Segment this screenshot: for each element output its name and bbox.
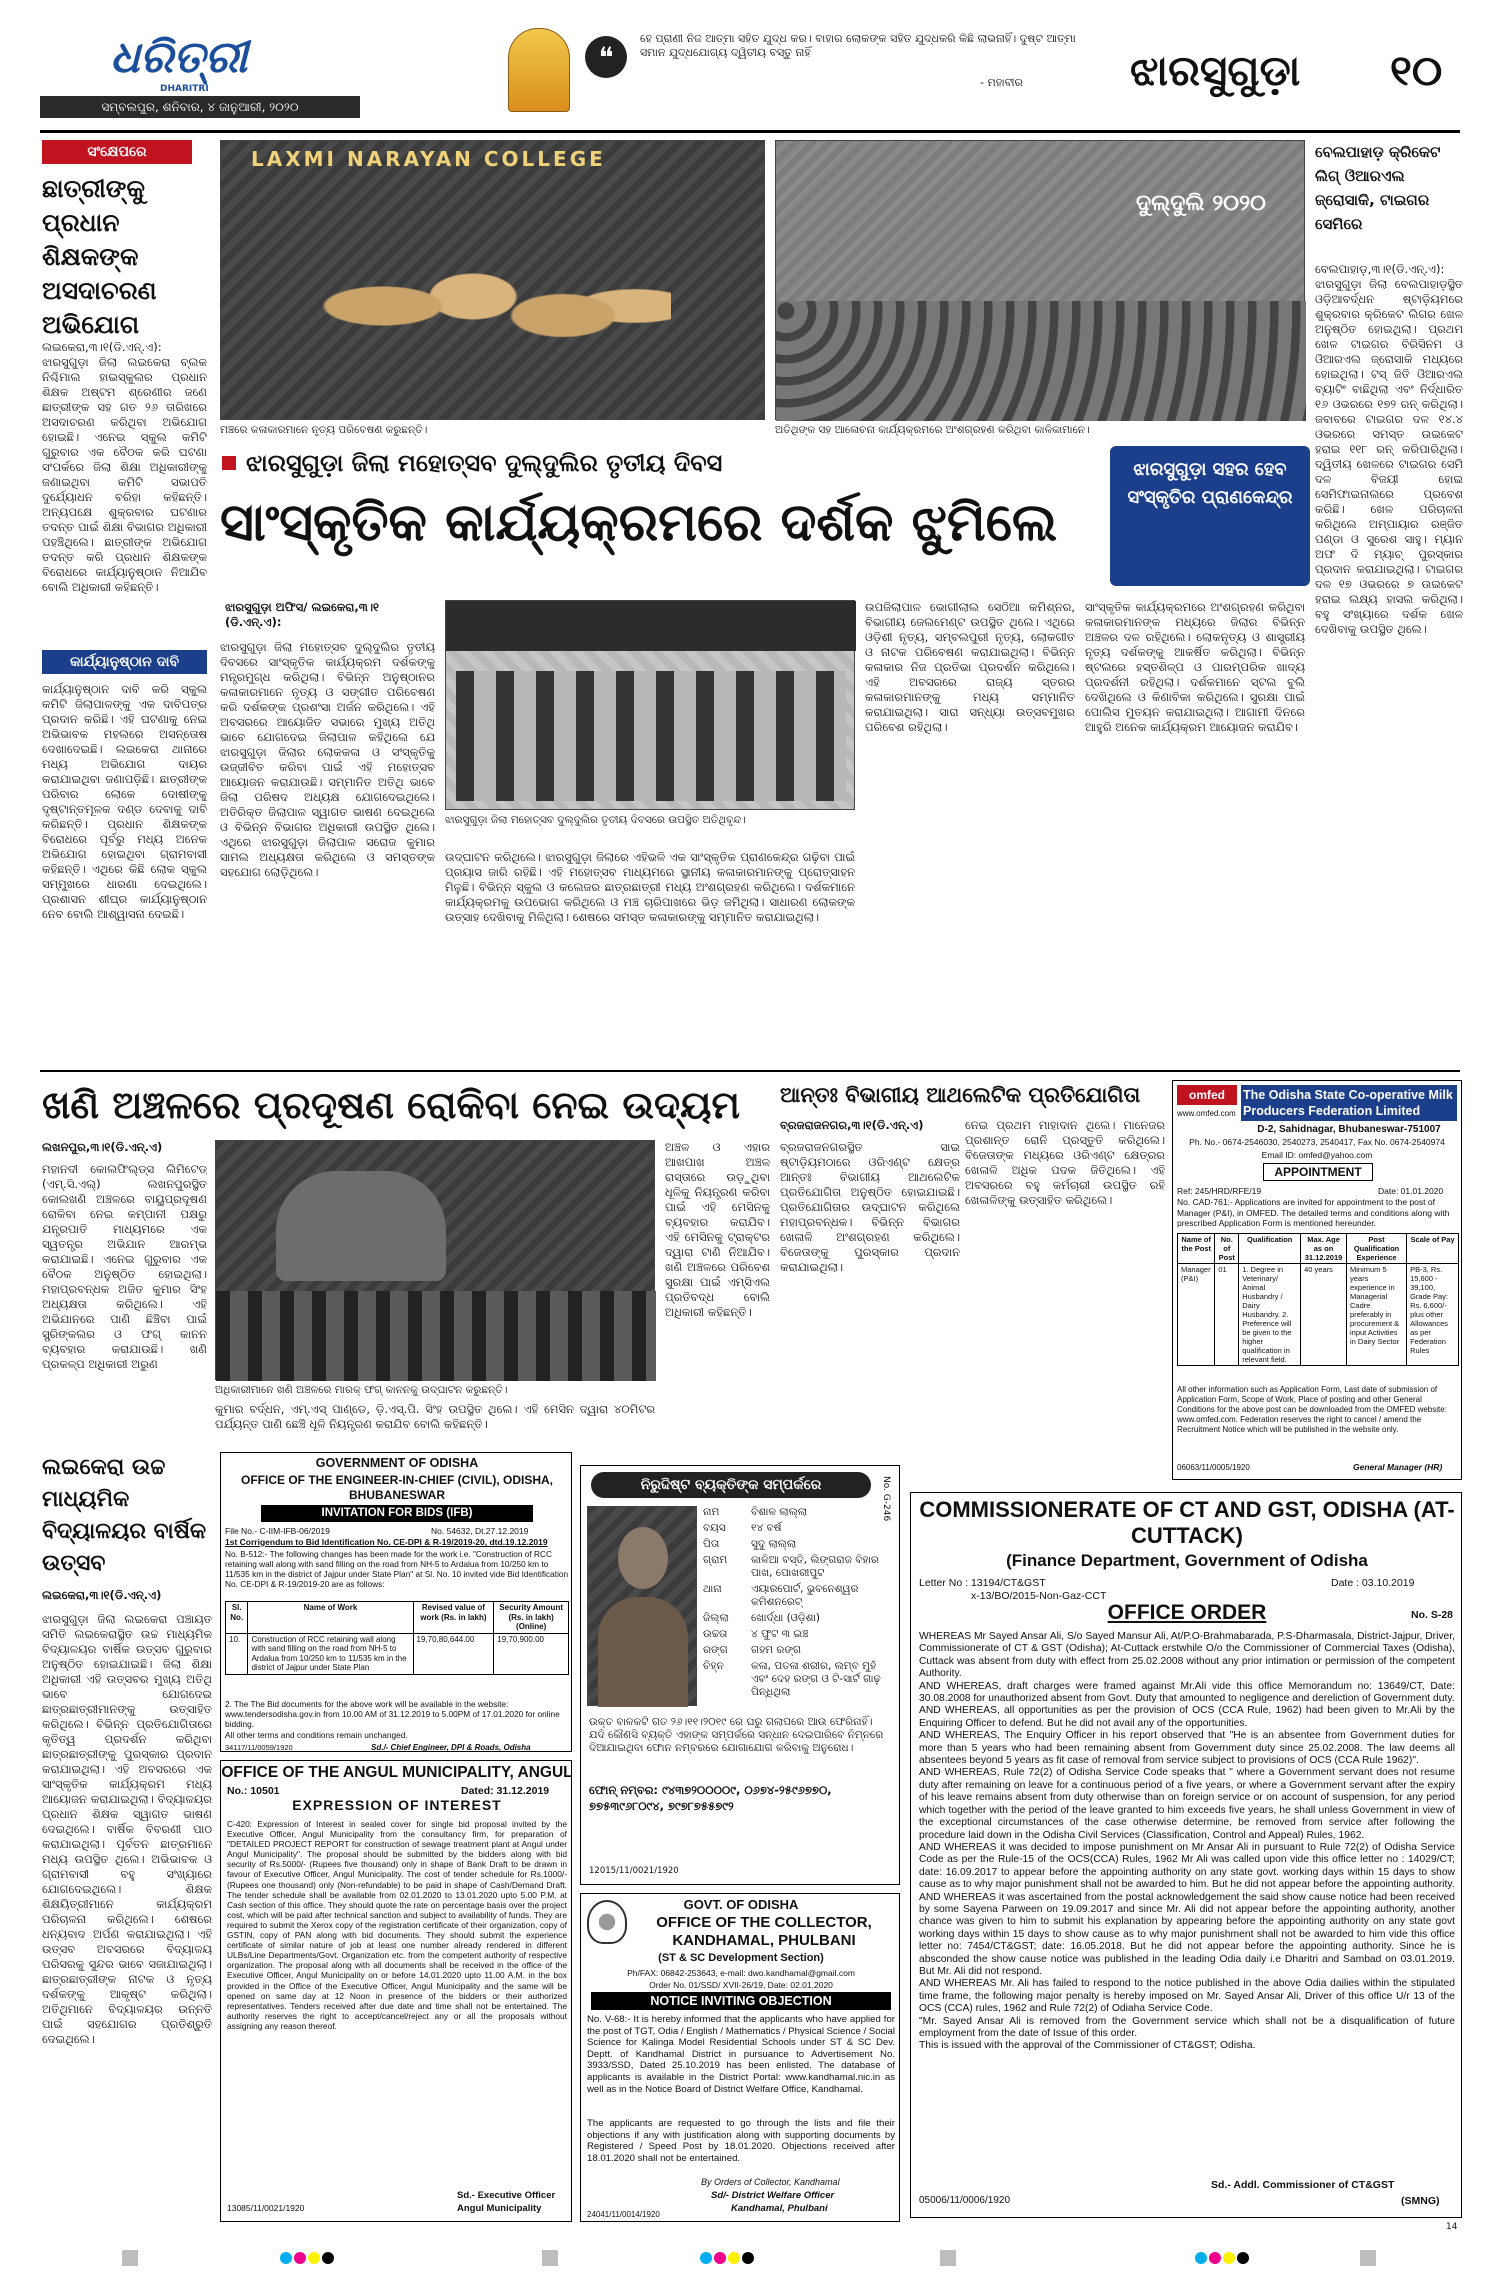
mining-photo [215, 1140, 655, 1380]
missing-field-value: ୧୪ ବର୍ଷ [751, 1522, 782, 1534]
magenta-mark [1209, 2252, 1221, 2264]
edition-name: ଝାରସୁଗୁଡ଼ା [1130, 46, 1301, 95]
cricket-headline: ବେଲପାହାଡ଼ କ୍ରିକେଟ ଲିଗ୍‌ ଓିଆରଏଲ ଜ୍ରୋସାକି, ଟାଇଗର ସେମିରେ [1315, 143, 1441, 233]
dateline [40, 96, 360, 118]
govt-ifb-code: 34117/11/0059/1920 [225, 1743, 293, 1752]
missing-note: ଉକ୍ତ ବାଳକଟି ଗତ ୨୬।୧୧।୨୦୧୯ ରେ ଘରୁ ଗଲାପରେ ଆଉ ଫେରିନାହିଁ। ଯଦି କୌଣସି ବ୍ୟକ୍ତି ଏହାଙ୍କ ସମ୍ପର୍କରେ ସନ୍ଧାନ ଦେଇପାରିବେ ନିମ୍ନରେ ଦିଆଯାଇଥିବା ଫୋନ ନମ୍ବରରେ ଯୋଗାଯୋଗ କରିବାକୁ ଅନୁରୋଧ। [589, 1716, 884, 1754]
body-shape [598, 1597, 688, 1707]
ct-para: AND WHEREAS it was decided to impose punishment on Mr Ansar Ali in pursuant to Rule 72(2) of Odisha Service Code as per the Rule-15 of the OCS(CCA) Rules, 1962 Mr Ali was called upon vide this office letter no : 14029/CT; date: 16.09.2017 to appear before the appointing authority on any state govt. working days within 15 days to show cause as to why major punishment shall not be awarded to him. But he did not appear before the appointing authority. [919, 1841, 1455, 1891]
govt-ifb-band-text: INVITATION FOR BIDS (IFB) [321, 1507, 473, 1519]
govt-ifb-no: No. 54632, Dt.27.12.2019 [431, 1526, 529, 1536]
face-shape [618, 1527, 668, 1589]
angul-title: OFFICE OF THE ANGUL MUNICIPALITY, ANGUL [221, 1764, 573, 1781]
kandhamal-contact: Ph/FAX: 06842-253643, e-mail: dwo.kandhamal@gmail.com [627, 1968, 855, 1978]
kandhamal-band [591, 1992, 891, 2010]
ct-para: This is issued with the approval of the Commissioner of CT&GST; Odisha. [919, 2040, 1256, 2052]
govt-ifb-file: File No.- C-IIM-IFB-06/2019 [225, 1526, 330, 1536]
omfed-ad [1172, 1080, 1462, 1480]
missing-field-key: ଚିହ୍ନ [703, 1660, 724, 1672]
ct-para: AND WHEREAS, all opportunities as per the provision of OCS (CCA Rule, 1962) had been given to Mr.Ali by the Enquiring Officer to defend. But he did not avail any of the opportunities. [919, 1705, 1455, 1729]
black-mark [742, 2252, 754, 2264]
missing-tag-text: ନିରୁଦ୍ଦିଷ୍ଟ ବ୍ୟକ୍ତିଙ୍କ ସମ୍ପର୍କରେ [640, 1477, 822, 1493]
missing-field-value: ୪ ଫୁଟ ୩ ଇଞ୍ଚ [751, 1628, 809, 1640]
angul-eoi-ad [220, 1760, 572, 2222]
mining-col2: କୁମାର ବର୍ଦ୍ଧନ, ଏମ୍‌.ଏସ୍‌ ପାଣ୍ଡେ, ଡ଼ି.ଏସ୍‌.ପି. ସିଂହ ଉପସ୍ଥିତ ଥିଲେ। ଏହି ମେସିନ ଦ୍ୱାରା ୪୦ମିଟର ପର୍ଯ୍ୟନ୍ତ ପାଣି ଛେଞ୍ଚି ଧୂଳି ନିୟନ୍ତ୍ରଣ କରାଯିବ ବୋଲି କହିଛନ୍ତି। [215, 1402, 655, 1431]
lead-kicker: ଝାରସୁଗୁଡ଼ା ଜିଲା ମହୋତ୍ସବ ଦୁଲ୍‌ଦୁଲିର ତୃତୀୟ ଦିବସ [246, 449, 723, 477]
omfed-address: D-2, Sahidnagar, Bhubaneswar-751007 [1257, 1124, 1441, 1135]
omfed-td: 40 years [1301, 1264, 1347, 1366]
quote-author: - ମହାବୀର [980, 76, 1023, 89]
govt-ifb-org1: GOVERNMENT OF ODISHA [315, 1456, 479, 1470]
mining-photo-caption: ଅଧିକାରୀମାନେ ଖଣି ଅଞ୍ଚଳରେ ମାରକ୍ ଫଗ୍ କାନନକୁ ଉଦ୍‌ଘାଟନ କରୁଛନ୍ତି। [215, 1384, 508, 1396]
omfed-td: Minimum 5 years experience in Managerial Cadre preferably in procurement & input Activities in Dairy Sector [1347, 1264, 1407, 1366]
kandhamal-ad [580, 1893, 900, 2222]
omfed-footer: All other information such as Application Form, Last date of submission of Application Form, Scope of Work, Place of posting and other General Conditions for the above post can be downloaded from the OMFED website: www.omfed.com. Federation reserves the right to cancel / amend the Recruitment Notice which will be published in the website only. [1177, 1385, 1447, 1434]
athletics-headline: ଆନ୍ତଃ ବିଭାଗୀୟ ଆଥଲେଟିକ ପ୍ରତିଯୋଗିତା [780, 1083, 1141, 1107]
mining-byline: ଲଖନପୁର,୩।୧(ଡି.ଏନ୍‌.ଏ) [42, 1140, 163, 1154]
missing-field-row [703, 1644, 893, 1657]
missing-field-row [703, 1554, 893, 1580]
audience-photo [775, 140, 1305, 420]
missing-field-value: ଗହମ ରଙ୍ଗ [751, 1644, 802, 1656]
omfed-date: Date: 01.01.2020 [1378, 1186, 1444, 1196]
athletics-col1: ବ୍ରଜରାଜନଗରସ୍ଥିତ ସାଇ ଷ୍ଟାଡ଼ିୟମଠାରେ ଓରିଏଣ୍ଟ କ୍ଷେତ୍ର ଆନ୍ତଃ ବିଭାଗୀୟ ଆଥଲେଟିକ ପ୍ରତିଯୋଗିତା ଅନୁଷ୍ଠିତ ହୋଇଯାଇଛି। ପ୍ରତିଯୋଗିତାର ଉଦ୍‌ଘାଟନ କରିଥିଲେ ମହାପ୍ରବନ୍ଧକ। ବିଭିନ୍ନ ବିଭାଗର ଖେଳାଳି ଅଂଶଗ୍ରହଣ କରିଥିଲେ। ବିଜେତାଙ୍କୁ ପୁରସ୍କାର ପ୍ରଦାନ କରାଯାଇଥିଲା। [780, 1140, 960, 1274]
kandhamal-sign2: Kandhamal, Phulbani [731, 2203, 828, 2214]
cyan-mark [700, 2252, 712, 2264]
quote-text: ହେ ପ୍ରାଣୀ ନିଜ ଆତ୍ମା ସହିତ ଯୁଦ୍ଧ କର। ବାହାର ଲୋକଙ୍କ ସହିତ ଯୁଦ୍ଧକରି କିଛି ଲାଭନାହିଁ। ଦୁଷ୍ଟ ଆତ୍ମା ସମାନ ଯୁଦ୍ଧଯୋଗ୍ୟ ଦ୍ୱିତୀୟ ବସ୍ତୁ ନାହିଁ [640, 32, 1076, 59]
quote-icon: ❝ [585, 36, 627, 78]
lead-col4: ସାଂସ୍କୃତିକ କାର୍ଯ୍ୟକ୍ରମରେ ଅଂଶଗ୍ରହଣ କରିଥିବା କଳାକାରମାନଙ୍କ ମଧ୍ୟରେ ଜିଲାର ବିଭିନ୍ନ ଅଞ୍ଚଳର ଦଳ ରହିଥିଲେ। ଲୋକନୃତ୍ୟ ଓ ଶାସ୍ତ୍ରୀୟ ନୃତ୍ୟ ଦର୍ଶକଙ୍କୁ ଆକର୍ଷିତ କରିଥିଲା। ବିଭିନ୍ନ ଷ୍ଟଲରେ ହସ୍ତଶିଳ୍ପ ଓ ପାରମ୍ପରିକ ଖାଦ୍ୟ ପ୍ରଦର୍ଶନୀ ରହିଥିଲା। ଦର୍ଶକମାନେ ସ୍ଟଲ ବୁଲି ଦେଖିଥିଲେ ଓ କିଣାବିକା କରିଥିଲେ। ସୁରକ୍ଷା ପାଇଁ ପୋଲିସ ମୁତୟନ କରାଯାଇଥିଲା। ଆଗାମୀ ଦିନରେ ଆହୁରି ଅନେକ କାର୍ଯ୍ୟକ୍ରମ ଆୟୋଜନ କରାଯିବ। [1085, 600, 1305, 734]
omfed-th: Scale of Pay [1407, 1234, 1459, 1264]
omfed-td: 01 [1215, 1264, 1239, 1366]
ct-heading: OFFICE ORDER [1107, 1601, 1267, 1624]
omfed-title [1263, 1163, 1373, 1181]
lead-col1: ଝାରସୁଗୁଡ଼ା ଜିଲା ମହୋତ୍ସବ ଦୁଲ୍‌ଦୁଲିର ତୃତୀୟ ଦିବସରେ ସାଂସ୍କୃତିକ କାର୍ଯ୍ୟକ୍ରମ ଦର୍ଶକଙ୍କୁ ମନ୍ତ୍ରମୁଗ୍ଧ କରିଥିଲା। ବିଭିନ୍ନ ଅନୁଷ୍ଠାନର କଳାକାରମାନେ ନୃତ୍ୟ ଓ ସଙ୍ଗୀତ ପରିବେଷଣ କରି ଦର୍ଶକଙ୍କ ପ୍ରଶଂସା ଅର୍ଜନ କରିଥିଲେ। ଏହି ଅବସରରେ ଆୟୋଜିତ ସଭାରେ ମୁଖ୍ୟ ଅତିଥି ଭାବେ ଯୋଗଦେଇ ଜିଲାପାଳ କହିଥିଲେ ଯେ ଝାରସୁଗୁଡ଼ା ଜିଲାର ଲୋକକଳା ଓ ସଂସ୍କୃତିକୁ ଉଜ୍ଜୀବିତ କରିବା ପାଇଁ ଏହି ମହୋତ୍ସବ ଆୟୋଜନ କରାଯାଉଛି। ସମ୍ମାନିତ ଅତିଥି ଭାବେ ଜିଲା ପରିଷଦ ଅଧ୍ୟକ୍ଷ ଯୋଗଦେଇଥିଲେ। ଅତିରିକ୍ତ ଜିଲାପାଳ ସ୍ୱାଗତ ଭାଷଣ ଦେଇଥିଲେ ଓ ବିଭିନ୍ନ ବିଭାଗର ଅଧିକାରୀ ଉପସ୍ଥିତ ଥିଲେ। ଏଥିରେ ଝାରସୁଗୁଡ଼ା ଜିଲାପାଳ ସରୋଜ କୁମାର ସାମଲ ଅଧ୍ୟକ୍ଷତା କରିଥିଲେ ଓ ସମସ୍ତଙ୍କ ସହଯୋଗ ଲୋଡ଼ିଥିଲେ। [220, 640, 435, 879]
mining-headline: ଖଣି ଅଞ୍ଚଳରେ ପ୍ରଦୂଷଣ ରୋକିବା ନେଇ ଉଦ୍ୟମ [42, 1083, 740, 1127]
ct-no: No. S-28 [1411, 1609, 1454, 1621]
govt-ifb-td: 19,70,80,644.00 [413, 1633, 494, 1674]
missing-field-value: ସୁଦୁ ଲାଲ୍ଲା [751, 1538, 797, 1550]
missing-field-row [703, 1506, 893, 1519]
omfed-table [1177, 1233, 1459, 1366]
color-marks [700, 2252, 754, 2264]
omfed-th: Post Qualification Experience [1347, 1234, 1407, 1264]
govt-ifb-band [261, 1505, 533, 1522]
machine-shape [276, 1171, 446, 1281]
missing-field-key: ଉଚ୍ଚତା [703, 1628, 728, 1640]
lead-col3: ଉପଜିଲାପାଳ ଭୋଗୀଲାଲ ସେଠିଆ କମିଶ୍ନର, ବିଭାଗୀୟ ଜେଲମେଣ୍ଟ ଉପସ୍ଥିତ ଥିଲେ। ଏଥିରେ ଓଡ଼ିଶୀ ନୃତ୍ୟ, ସମ୍ବଲପୁରୀ ନୃତ୍ୟ, ଲୋକଗୀତ ଓ ନାଟକ ପରିବେଷଣ କରାଯାଇଥିଲା। ବିଭିନ୍ନ କଳାକାର ନିଜ ପ୍ରତିଭା ପ୍ରଦର୍ଶନ କରିଥିଲେ। ଏହି ଅବସରରେ ରାଜ୍ୟ ସ୍ତରର କଳାକାରମାନଙ୍କୁ ମଧ୍ୟ ସମ୍ମାନିତ କରାଯାଇଥିଲା। ସାରା ସନ୍ଧ୍ୟା ଉତ୍ସବମୁଖର ପରିବେଶ ରହିଥିଲା। [865, 600, 1075, 734]
omfed-header [1241, 1085, 1457, 1121]
missing-field-row [703, 1612, 893, 1625]
omfed-email: Email ID: omfed@yahoo.com [1261, 1150, 1373, 1160]
govt-ifb-sign: Sd./- Chief Engineer, DPI & Roads, Odisha [371, 1743, 531, 1752]
omfed-org: The Odisha State Co-operative Milk Producers Federation Limited [1243, 1088, 1453, 1118]
ct-body [919, 1631, 1455, 2053]
kandhamal-by: By Orders of Collector, Kandhamal [701, 2177, 840, 2187]
ct-para: AND WHEREAS, draft charges were framed against Mr.Ali vide this office Memorandum no: 13649/CT, Date: 30.08.2008 for unauthorized absent from Govt. Duty that amounted to negligence and dereliction of Government duty. [919, 1680, 1455, 1705]
missing-field-key: ନାମ [703, 1506, 720, 1518]
omfed-logo [1177, 1085, 1237, 1105]
registration-block [122, 2250, 138, 2266]
kandhamal-section: (ST & SC Development Section) [658, 1952, 824, 1964]
lead-badge-text: ଝାରସୁଗୁଡ଼ା ସହର ହେବ ସଂସ୍କୃତିର ପ୍ରାଣକେନ୍ଦ୍ର [1127, 459, 1293, 508]
registration-block [940, 2250, 956, 2266]
dateline-text: ସମ୍ବଲପୁର, ଶନିବାର, ୪ ଜାନୁଆରୀ, ୨୦୨୦ [101, 100, 299, 114]
omfed-th: Name of the Post [1178, 1234, 1215, 1264]
laikera-headline: ଲଇକେରା ଉଚ୍ଚ ମାଧ୍ୟମିକ ବିଦ୍ୟାଳୟର ବାର୍ଷିକ ଉତ୍ସବ [42, 1455, 207, 1576]
missing-field-key: ଗ୍ରାମ [703, 1554, 728, 1566]
kandhamal-body: No. V-68:- It is hereby informed that the applicants who have applied for the post of TGT, Odia / English / Mathematics / Physical Science / Social Science for Kalinga Model Residential Schools under ST & SC Dev. Deptt. of Kandhamal District in pursuance to Advertisement No. 3933/SSD, Dated 25.10.2019 has been enlisted. The database of applicants is available in the District Portal: www.kandhamal.nic.in as well as in the Notice Board of District Welfare Office, Kandhamal. [587, 2014, 895, 2095]
kandhamal-gov: GOVT. OF ODISHA [683, 1897, 799, 1912]
angul-no: No.: 10501 [227, 1785, 280, 1797]
missing-field-row [703, 1522, 893, 1535]
kandhamal-band-text: NOTICE INVITING OBJECTION [650, 1994, 832, 2008]
angul-code: 13085/11/0021/1920 [227, 2203, 305, 2213]
missing-field-value: ଏୟାରପୋର୍ଟ, ଭୁବନେଶ୍ୱର କମିଶନରେଟ୍‌ [751, 1583, 859, 1608]
action-body: କାର୍ଯ୍ୟାନୁଷ୍ଠାନ ଦାବି କରି ସ୍କୁଲ କମିଟି ଜିଲାପାଳଙ୍କୁ ଏକ ଦାବିପତ୍ର ପ୍ରଦାନ କରିଛି। ଏହି ଘଟଣାକୁ ନେଇ ଅଭିଭାବକ ମହଲରେ ଅସନ୍ତୋଷ ଦେଖାଦେଇଛି। ଲଇକେରା ଥାନାରେ ମଧ୍ୟ ଅଭିଯୋଗ ଦାୟର କରାଯାଇଥିବା ଜଣାପଡ଼ିଛି। ଛାତ୍ରୀଙ୍କ ପରିବାର ଲୋକେ ଦୋଷୀଙ୍କୁ ଦୃଷ୍ଟାନ୍ତମୂଳକ ଦଣ୍ଡ ଦେବାକୁ ଦାବି କରିଛନ୍ତି। ପ୍ରଧାନ ଶିକ୍ଷକଙ୍କ ବିରୋଧରେ ପୂର୍ବରୁ ମଧ୍ୟ ଅନେକ ଅଭିଯୋଗ ହୋଇଥିବା ଗ୍ରାମବାସୀ କହିଛନ୍ତି। ଏଥିରେ କିଛି ଲୋକ ସ୍କୁଲ ସମ୍ମୁଖରେ ଧାରଣା ଦେଇଥିଲେ। ପ୍ରଶାସନ ଶୀଘ୍ର କାର୍ଯ୍ୟାନୁଷ୍ଠାନ ନେବ ବୋଲି ଆଶ୍ୱାସନା ଦେଇଛି। [42, 682, 207, 921]
print-marks-row [0, 2246, 1500, 2276]
red-bullet-icon [222, 456, 236, 470]
omfed-logo-text: omfed [1189, 1088, 1225, 1102]
omfed-th: Max. Age as on 31.12.2019 [1301, 1234, 1347, 1264]
cricket-body: ବେଲପାହାଡ଼,୩।୧(ଡି.ଏନ୍‌.ଏ): ଝାରସୁଗୁଡ଼ା ଜିଲା ବେଲପାହାଡ଼ସ୍ଥିତ ଓଡ଼ିଆବର୍ଦ୍ଧନ ଷ୍ଟାଡ଼ିୟମରେ ଶୁକ୍ରବାର କ୍ରିକେଟ ଲିଗର ଖେଳ ଅନୁଷ୍ଠିତ ହୋଇଥିଲା। ପ୍ରଥମ ଖେଳ ଟାଇଗର ବିରିସିନମ ଓ ଓିଆରଏଲ ଜ୍ରୋସାକି ମଧ୍ୟରେ ହୋଇଥିଲା। ଟସ୍‌ ଜିତି ଓିଆରଏଲ ବ୍ୟାଟିଂ ବାଛିଥିଲା ଏବଂ ନିର୍ଦ୍ଧାରିତ ୧୬ ଓଭରରେ ୧୭୨ ରନ୍‌ କରିଥିଲା। ଜବାବରେ ଟାଇଗର ଦଳ ୧୪.୪ ଓଭରରେ ସମସ୍ତ ଉଇକେଟ ହରାଇ ୧୧୮ ରନ୍‌ କରିପାରିଥିଲା। ଦ୍ୱିତୀୟ ଖେଳରେ ଟାଇଗର ସେମି ଦଳ ବିଜୟୀ ହୋଇ ସେମିଫାଇନାଲରେ ପ୍ରବେଶ କରିଛି। ଖେଳ ପରିଚାଳନା କରିଥିଲେ ଅମ୍ପାୟାର ରଞ୍ଜିତ ପଣ୍ଡା ଓ ସୁରେଶ ସାହୁ। ମ୍ୟାନ ଅଫ ଦି ମ୍ୟାଚ୍‌ ପୁରସ୍କାର ପ୍ରଦାନ କରାଯାଇଥିଲା। ଟାଇଗର ଦଳ ୧୭ ଓଭରରେ ୭ ଉଇକେଟ ହରାଇ ଲକ୍ଷ୍ୟ ହାସଲ କରିଥିଲା। ବହୁ ସଂଖ୍ୟାରେ ଦର୍ଶକ ଖେଳ ଦେଖିବାକୁ ଉପସ୍ଥିତ ଥିଲେ। [1315, 262, 1463, 636]
ct-sign: Sd.- Addl. Commissioner of CT&GST [1211, 2179, 1395, 2191]
lead-headline: ସାଂସ୍କୃତିକ କାର୍ଯ୍ୟକ୍ରମରେ ଦର୍ଶକ ଝୁମିଲେ [220, 493, 1058, 553]
govt-ifb-table [225, 1601, 569, 1675]
masthead [40, 28, 1460, 128]
ct-letter: Letter No : 13194/CT&GST [919, 1577, 1046, 1589]
mining-col1: ମହାନଦୀ କୋଲଫିଲ୍ଡ୍‌ସ ଲିମିଟେଡ୍‌ (ଏମ୍‌.ସି.ଏଲ୍‌) ଲଖନପୁରସ୍ଥିତ କୋଲଖଣି ଅଞ୍ଚଳରେ ବାୟୁପ୍ରଦୂଷଣ ରୋକିବା ନେଇ କମ୍ପାନୀ ପକ୍ଷରୁ ଯନ୍ତ୍ରପାତି ମାଧ୍ୟମରେ ଏକ ସ୍ୱତନ୍ତ୍ର ଅଭିଯାନ ଆରମ୍ଭ କରାଯାଇଛି। ଏନେଇ ଗୁରୁବାର ଏକ ବୈଠକ ଅନୁଷ୍ଠିତ ହୋଇଥିଲା। ମହାପ୍ରବନ୍ଧକ ଅଜିତ କୁମାର ସିଂହ ଅଧ୍ୟକ୍ଷତା କରିଥିଲେ। ଏହି ଅଭିଯାନରେ ପାଣି ଛିଞ୍ଚିବା ପାଇଁ ସ୍ପ୍ରିଙ୍କଲର ଓ ଫଗ୍‌ କାନନ ବ୍ୟବହାର କରାଯାଉଛି। ଖଣି ପ୍ରକଳ୍ପ ଅଧିକାରୀ ଅରୁଣ [42, 1162, 207, 1371]
ct-para: AND WHEREAS it was ascertained from the postal acknowledgement the said show cause notice had been received by some Sayena Parween on 19.09.2017 and since Mr. Ali did not appear before the appointing authority, another chance was given to him to submit his explanation by appearing before the appointing authority on any state govt working days within 15 days to show cause as to why major punishment shall not be awarded to him vide this office letter no: 7454/CT&GST; date: 16.05.2018. But he did not appear before the appointing authority. Since he is absconded the show cause notice was published in the leading Odia daily i.e Dharitri and Sambad on 03.01.2019. But Mr. Ali did not respond. [919, 1891, 1455, 1977]
omfed-td: Manager (P&I) [1178, 1264, 1215, 1366]
govt-ifb-td: 10. [226, 1633, 248, 1674]
missing-field-key: ଜିଲ୍ଲା [703, 1612, 729, 1624]
dance-photo-caption: ମଞ୍ଚରେ କଳାକାରମାନେ ନୃତ୍ୟ ପରିବେଷଣ କରୁଛନ୍ତି। [220, 424, 428, 436]
govt-ifb-th: Name of Work [248, 1602, 413, 1634]
black-mark [1237, 2252, 1249, 2264]
yellow-mark [308, 2252, 320, 2264]
color-marks [1195, 2252, 1249, 2264]
crowd-shapes [776, 301, 1306, 421]
govt-ifb-th: Revised value of work (Rs. in lakh) [413, 1602, 494, 1634]
omfed-sign: General Manager (HR) [1353, 1462, 1443, 1472]
ct-para: AND WHEREAS Mr. Ali has failed to respond to the notice published in the above Odia dailies within the stipulated time frame, the following major penalty is hereby imposed on Mr. Sayed Ansar Ali, Driver of this office U/r 13 of the OCS (CCA) rules, 1962 and Rule 72(2) of Odiaha Service Code. [919, 1978, 1455, 2015]
govt-ifb-th: Sl. No. [226, 1602, 248, 1634]
missing-code: 12015/11/0021/1920 [589, 1866, 679, 1876]
brief-tag-text: ସଂକ୍ଷେପରେ [87, 144, 147, 160]
govt-ifb-td: Construction of RCC retaining wall along with sand filling on the road from NH-5 to Ardalua from 10/250 km to 11/535 km in the district of Jajpur under State Plan [248, 1633, 413, 1674]
omfed-contact: Ph. No.- 0674-2546030, 2540273, 2540417, Fax No. 0674-2540974 [1189, 1137, 1445, 1147]
cyan-mark [280, 2252, 292, 2264]
lead-byline: ଝାରସୁଗୁଡ଼ା ଅଫିସ/ ଲଇକେରା,୩।୧ (ଡି.ଏନ୍‌.ଏ): [225, 600, 379, 629]
omfed-code: 06063/11/0005/1920 [1177, 1463, 1250, 1472]
ct-para: WHEREAS Mr Sayed Ansar Ali, S/o Sayed Mansur Ali, At/P.O-Brahmabarada, P.S-Dharmasala, District-Jajpur, Driver, Commissionerate of CT & GST (Odisha); At-Cuttack erstwhile O/o the Commissioner of Commercial Taxes (Odisha), Cuttack was absent from duty with effect from 25.02.2008 without any prior intimation or permission of the competent Authority. [919, 1631, 1455, 1680]
omfed-td: PB-3, Rs. 15,600 - 39,100, Grade Pay: Rs. 6,600/- plus other Allowances as per Federation Rules [1407, 1264, 1459, 1366]
govt-ifb-corr: 1st Corrigendum to Bid Identification No. CE-DPI & R-19/2019-20, dtd.19.12.2019 [225, 1537, 548, 1547]
color-marks [280, 2252, 334, 2264]
laikera-body: ଝାରସୁଗୁଡ଼ା ଜିଲା ଲଇକେରା ପଞ୍ଚାୟତ ସମିତି ଲଇକେରାସ୍ଥିତ ଉଚ୍ଚ ମାଧ୍ୟମିକ ବିଦ୍ୟାଳୟର ବାର୍ଷିକ ଉତ୍ସବ ଗୁରୁବାର ଅନୁଷ୍ଠିତ ହୋଇଯାଇଛି। ଜିଲା ଶିକ୍ଷା ଅଧିକାରୀ ଏହି ଉତ୍ସବର ମୁଖ୍ୟ ଅତିଥି ଭାବେ ଯୋଗଦେଇ ଛାତ୍ରଛାତ୍ରୀମାନଙ୍କୁ ଉତ୍ସାହିତ କରିଥିଲେ। ବିଭିନ୍ନ ପ୍ରତିଯୋଗିତାରେ କୃତିତ୍ୱ ପ୍ରଦର୍ଶନ କରିଥିବା ଛାତ୍ରଛାତ୍ରୀଙ୍କୁ ପୁରସ୍କାର ପ୍ରଦାନ କରାଯାଇଥିଲା। ଏହି ଅବସରରେ ଏକ ସାଂସ୍କୃତିକ କାର୍ଯ୍ୟକ୍ରମ ମଧ୍ୟ ଆୟୋଜନ କରାଯାଇଥିଲା। ବିଦ୍ୟାଳୟର ପ୍ରଧାନ ଶିକ୍ଷକ ସ୍ୱାଗତ ଭାଷଣ ଦେଇଥିଲେ। ବାର୍ଷିକ ବିବରଣୀ ପାଠ କରାଯାଇଥିଲା। ପୂର୍ବତନ ଛାତ୍ରମାନେ ମଧ୍ୟ ଉପସ୍ଥିତ ଥିଲେ। ଅଭିଭାବକ ଓ ଗ୍ରାମବାସୀ ବହୁ ସଂଖ୍ୟାରେ ଯୋଗଦେଇଥିଲେ। ଶିକ୍ଷକ ଶିକ୍ଷୟିତ୍ରୀମାନେ କାର୍ଯ୍ୟକ୍ରମ ପରିଚାଳନା କରିଥିଲେ। ଶେଷରେ ଧନ୍ୟବାଦ ଅର୍ପଣ କରାଯାଇଥିଲା। ଏହି ଉତ୍ସବ ଅବସରରେ ବିଦ୍ୟାଳୟ ପରିସରକୁ ସୁନ୍ଦର ଭାବେ ସଜାଯାଇଥିଲା। ଛାତ୍ରଛାତ୍ରୀଙ୍କ ନାଟକ ଓ ନୃତ୍ୟ ଦର୍ଶକଙ୍କୁ ଆକୃଷ୍ଟ କରିଥିଲା। ଅତିଥିମାନେ ବିଦ୍ୟାଳୟର ଉନ୍ନତି ପାଇଁ ସହଯୋଗର ପ୍ରତିଶ୍ରୁତି ଦେଇଥିଲେ। [42, 1612, 212, 2046]
kandhamal-code: 24041/11/0014/1920 [587, 2210, 660, 2219]
action-tag-text: କାର୍ଯ୍ୟାନୁଷ୍ଠାନ ଦାବି [70, 654, 179, 670]
govt-ifb-org2: OFFICE OF THE ENGINEER-IN-CHIEF (CIVIL), ODISHA, BHUBANESWAR [241, 1473, 553, 1502]
page-number: ୧୦ [1390, 46, 1443, 95]
missing-side-code: No. G-246 [881, 1476, 891, 1522]
brief-tag [42, 140, 192, 164]
omfed-th: No. of Post [1215, 1234, 1239, 1264]
ct-order [910, 1492, 1462, 2218]
stage-photo [445, 600, 855, 810]
masthead-rule [40, 130, 1460, 133]
missing-field-key: ରଙ୍ଗ [703, 1644, 728, 1656]
photo2-sign-text: ଦୁଲ୍‌ଦୁଲି ୨୦୨୦ [1136, 191, 1266, 216]
stage-photo-caption: ଝାରସୁଗୁଡ଼ା ଜିଲା ମହୋତ୍ସବ ଦୁଲ୍‌ଦୁଲିର ତୃତୀୟ ଦିବସରେ ଉପସ୍ଥିତ ଅତିଥିବୃନ୍ଦ। [445, 814, 746, 826]
page-footer-number: 14 [1446, 2222, 1458, 2232]
brief-body: ଲଇକେରା,୩।୧(ଡି.ଏନ୍‌.ଏ): ଝାରସୁଗୁଡ଼ା ଜିଲା ଲଇକେରା ବ୍ଲକ ନିଶ୍ଚିମାଲ ହାଇସ୍କୁଲର ପ୍ରଧାନ ଶିକ୍ଷକ ଅଷ୍ଟମ ଶ୍ରେଣୀର ଜଣେ ଛାତ୍ରୀଙ୍କ ସହ ଗତ ୨୬ ତାରିଖରେ ଅସଦାଚରଣ କରିଥିବା ଅଭିଯୋଗ ହୋଇଛି। ଏନେଇ ସ୍କୁଲ କମିଟି ଗୁରୁବାର ଏକ ବୈଠକ କରି ଘଟଣା ସଂପର୍କରେ ଜିଲା ଶିକ୍ଷା ଅଧିକାରୀଙ୍କୁ ଜଣାଇଥିବା କମିଟି ସଭାପତି ଦୁର୍ଯ୍ୟୋଧନ ବରିହା କହିଛନ୍ତି। ଅନ୍ୟପକ୍ଷେ ଶୁକ୍ରବାର ଘଟଣାର ତଦନ୍ତ ପାଇଁ ଶିକ୍ଷା ବିଭାଗର ଅଧିକାରୀ ପହଞ୍ଚିଥିଲେ। ଛାତ୍ରୀଙ୍କ ଅଭିଯୋଗ ତଦନ୍ତ କରି ପ୍ରଧାନ ଶିକ୍ଷକଙ୍କ ବିରୋଧରେ କାର୍ଯ୍ୟାନୁଷ୍ଠାନ ନିଆଯିବ ବୋଲି ଅଧିକାରୀ କହିଛନ୍ତି। [42, 340, 207, 594]
ct-sign2: (SMNG) [1401, 2195, 1440, 2207]
kandhamal-order: Order No. 01/SSD/ XVII-26/19, Date: 02.01.2020 [649, 1980, 833, 1990]
lead-badge [1110, 446, 1310, 586]
ct-date: Date : 03.10.2019 [1331, 1577, 1415, 1589]
missing-phones: ଫୋନ୍‌ ନମ୍ବର: ୯୪୩୭୨୦୦୦୦୯, ୦୬୭୪-୨୫୯୬୭୭୦, ୭୭୫୩୯୬୮୦୯୪, ୭୯୭୮୭୫୫୭୯୨ [589, 1783, 832, 1813]
omfed-title-text: APPOINTMENT [1274, 1165, 1362, 1179]
ct-subtitle: (Finance Department, Government of Odisha [1006, 1551, 1368, 1570]
missing-field-row [703, 1583, 893, 1609]
angul-sign: Sd.- Executive Officer [457, 2190, 556, 2201]
brief-headline: ଛାତ୍ରୀଙ୍କୁ ପ୍ରଧାନ ଶିକ୍ଷକଙ୍କ ଅସଦାଚରଣ ଅଭିଯୋଗ [42, 174, 157, 339]
magenta-mark [714, 2252, 726, 2264]
kandhamal-body2: The applicants are requested to go through the lists and file their objections if any with justification along with supporting documents by Registered / Speed Post by 18.01.2020. Objections received after 18.01.2020 shall not be entertained. [587, 2118, 895, 2164]
govt-ifb-note: 2. The The Bid documents for the above work will be available in the website: www.tendersodisha.gov.in from 10.00 AM of 31.12.2019 to 5.00PM of 17.01.2020 for online bidding. [225, 1699, 560, 1729]
missing-field-value: କଳା, ପତଳା ଶରୀର, ଲମ୍ବ ମୁହଁ ଏବଂ ଦେହ ରଙ୍ଗ ଓ ଟି-ସାର୍ଟ ଗାଢ଼ ପିନ୍ଧିଥିଲା [751, 1660, 881, 1698]
missing-field-row [703, 1628, 893, 1641]
omfed-para: No. CAD-761:- Applications are invited for appointment to the post of Manager (P&I), in OMFED. The detailed terms and conditions along with prescribed Application Form is mentioned hereunder. [1177, 1197, 1450, 1228]
magenta-mark [294, 2252, 306, 2264]
lead-kicker-row [220, 446, 1100, 482]
govt-ifb-th: Security Amount (Rs. in lakh) (Online) [494, 1602, 569, 1634]
guests-shapes [456, 671, 846, 801]
ct-letter2: x-13/BO/2015-Non-Gaz-CCT [971, 1590, 1107, 1602]
dancer-shapes [311, 211, 671, 401]
laikera-byline: ଲଇକେରା,୩।୧(ଡି.ଏନ୍‌.ଏ) [42, 1588, 162, 1602]
govt-ifb-td: 19,70,900.00 [494, 1633, 569, 1674]
yellow-mark [728, 2252, 740, 2264]
omfed-url: www.omfed.com [1177, 1109, 1236, 1118]
lead-col2: ଉଦ୍‌ଘାଟନ କରିଥିଲେ। ଝାରସୁଗୁଡ଼ା ଜିଲାରେ ଏହିଭଳି ଏକ ସାଂସ୍କୃତିକ ପ୍ରାଣକେନ୍ଦ୍ର ଗଢ଼ିବା ପାଇଁ ପ୍ରୟାସ ଜାରି ରହିଛି। ଏହି ମହୋତ୍ସବ ମାଧ୍ୟମରେ ସ୍ଥାନୀୟ କଳାକାରମାନଙ୍କୁ ପ୍ରୋତ୍ସାହନ ମିଳୁଛି। ବିଭିନ୍ନ ସ୍କୁଲ ଓ କଲେଜର ଛାତ୍ରଛାତ୍ରୀ ମଧ୍ୟ ଅଂଶଗ୍ରହଣ କରିଥିଲେ। ଦର୍ଶକମାନେ କାର୍ଯ୍ୟକ୍ରମକୁ ଉପଭୋଗ କରିଥିଲେ ଓ ମଞ୍ଚ ଚାରିପାଖରେ ଭିଡ଼ ଜମିଥିଲା। ସାଧାରଣ ଲୋକଙ୍କ ଉତ୍ସାହ ଦେଖିବାକୁ ମିଳିଥିଲା। ଶେଷରେ ସମସ୍ତ କଳାକାରଙ୍କୁ ସମ୍ମାନିତ କରାଯାଇଥିଲା। [445, 850, 855, 924]
section-rule [40, 1070, 1460, 1072]
missing-tag [591, 1472, 871, 1498]
buddha-icon [508, 28, 570, 112]
missing-field-key: ପିତା [703, 1538, 720, 1550]
kandhamal-sign: Sd/- District Welfare Officer [711, 2190, 835, 2201]
angul-sign2: Angul Municipality [457, 2203, 542, 2214]
newspaper-logo: ଧରିତ୍ରୀ [110, 32, 248, 83]
missing-field-value: ବିଶାଳ ଲାଲ୍ଲା [751, 1506, 808, 1518]
black-mark [322, 2252, 334, 2264]
athletics-col2: ନେଇ ପ୍ରଥମ ମାହାଦାନ ଥିଲେ। ମାନେଜର ପ୍ରଶାନ୍ତ ରୋନି ପ୍ରସ୍ତୁତି କରିଥିଲେ। ବିଜେତାଙ୍କ ମଧ୍ୟରେ ଓରିଏଣ୍ଟ କ୍ଷେତ୍ରର ଖେଳାଳି ଅଧିକ ପଦକ ଜିତିଥିଲେ। ଏହି ଅବସରରେ ବହୁ କର୍ମଚାରୀ ଉପସ୍ଥିତ ରହି ଖେଳାଳିଙ୍କୁ ଉତ୍ସାହିତ କରିଥିଲେ। [965, 1118, 1165, 1207]
govt-ifb-ad [220, 1452, 572, 1752]
missing-person-photo [587, 1506, 697, 1706]
ct-code: 05006/11/0006/1920 [919, 2195, 1011, 2206]
ct-para: "Mr. Sayed Ansar Ali is removed from the Government service which shall not be a disqualification of future employment from the date of Issue of this order. [919, 2015, 1455, 2039]
stage-banner [446, 601, 856, 651]
registration-block [1360, 2250, 1376, 2266]
photo-sign-text: LAXMI NARAYAN COLLEGE [251, 147, 606, 171]
mining-col3: ଅଞ୍ଚଳ ଓ ଏହାର ଆଖପାଖ ଅଞ୍ଚଳ ରାସ୍ତାରେ ଉଡ଼ୁଥିବା ଧୂଳିକୁ ନିୟନ୍ତ୍ରଣ କରିବା ପାଇଁ ଏହି ମେସିନକୁ ବ୍ୟବହାର କରାଯିବ। ଏହି ମେସିନକୁ ଟ୍ରାକ୍ଟର ଦ୍ୱାରା ଟାଣି ନିଆଯିବ। ଖଣି ଅଞ୍ଚଳରେ ପରିବେଶ ସୁରକ୍ଷା ପାଇଁ ଏମ୍‌ସିଏଲ ପ୍ରତିବଦ୍ଧ ବୋଲି ଅଧିକାରୀ କହିଛନ୍ତି। [665, 1140, 770, 1319]
missing-field-value: ଖୋର୍ଦ୍ଧା (ଓଡ଼ିଶା) [751, 1612, 820, 1624]
omfed-ref: Ref: 245/HRD/RFE/19 [1177, 1186, 1262, 1196]
audience-photo-caption: ଅତିଥିଙ୍କ ସହ ଆଳୋଚନା କାର୍ଯ୍ୟକ୍ରମରେ ଅଂଶଗ୍ରହଣ କରିଥିବା କାଳିକାମାନେ। [775, 424, 1090, 436]
govt-ifb-note2: All other terms and conditions remain unchanged. [225, 1730, 408, 1740]
dance-photo [220, 140, 765, 420]
missing-field-row [703, 1538, 893, 1551]
yellow-mark [1223, 2252, 1235, 2264]
kandhamal-office: OFFICE OF THE COLLECTOR, KANDHAMAL, PHULBANI [656, 1914, 872, 1949]
missing-field-key: ବୟସ [703, 1522, 726, 1534]
angul-date: Dated: 31.12.2019 [461, 1785, 550, 1797]
omfed-td: 1. Degree in Veterinary/ Animal Husbandry / Dairy Husbandry. 2. Preference will be given to the higher qualification in relevant field. [1239, 1264, 1301, 1366]
missing-field-value: କାଳିଆ ବସ୍ତି, ଲିଙ୍ଗରାଜ ବିହାର ପାଖ, ପୋଖରୀପୁଟ [751, 1554, 879, 1579]
action-tag [42, 650, 207, 674]
ct-para: AND WHEREAS, Rule 72(2) of Odisha Service Code speaks that " where a Government servant does not resume duty after remaining on leave for a continuous period of a five years, or where a Government servant after the expiry of his leave remains absent from duty otherwise than on foreign service or on account of suspension, for any period which together with the period of the leave granted to him exceeds five years, he shall unless Government in view of the exceptional circumstances of the case otherwise determine, be removed from service after following the procedure laid down in the Odisha Civil Services (Classification, Control and Appeal) Rules, 1962. [919, 1767, 1455, 1841]
missing-notice [580, 1465, 900, 1885]
angul-heading: EXPRESSION OF INTEREST [292, 1797, 502, 1813]
omfed-th: Qualification [1239, 1234, 1301, 1264]
missing-field-row [703, 1660, 893, 1699]
missing-fields [703, 1506, 893, 1702]
missing-field-key: ଥାନା [703, 1583, 722, 1595]
angul-body: C-420: Expression of Interest in sealed cover for single bid proposal invited by the Executive Officer, Angul Municipality from the consultancy firm, for preparation of "DETAILED PROJECT REPORT for construction of sewage treatment plant at Angul under Angul Municipality". The proposal should be submitted by the bidders along with bid security of Rs.5000/- (Rupees five thousand) only in shape of Bank Draft to be drawn in favour of Executive Officer, Angul Municipality. The cost of tender schedule for Rs.1000/- (Rupees one thousand) only (Non-refundable) to be paid in shape of Cash/Demand Draft. The tender schedule shall be available from 02.01.2020 to 13.01.2020 upto 5.00 P.M. at Cash section of this office. They should quote the rate on percentage basis over the project cost, which will be paid after technical sanction and subject to availability of funds. They are required to submit the Xerox copy of the registration certificate of their organization, copy of GSTIN, copy of PAN along with bid documents. They should submit the experience certificate of similar nature of job at least one number already rendered in different ULBs/Line Departments/Govt. Organization etc. from the competent authority of respective organization. The proposal along with all documents shall be received in the office of the Executive Officer, Angul Municipality on or before 14.01.2020 upto 11.00 A.M. in the box provided in the Office of the Executive Officer, Angul Municipality and the same will be opened on same day at 12 Noon in presence of the bidders or their authorized representatives. Tenders received after due date and time shall not be entertained. The authority reserves the right to accept/cancel/reject any or all the proposals without assigning any reason thereof. [227, 1819, 567, 2031]
newspaper-logo-sub: DHARITRI [160, 84, 209, 94]
ct-title: COMMISSIONERATE OF CT AND GST, ODISHA (AT- CUTTACK) [919, 1497, 1455, 1548]
athletics-byline: ବ୍ରଜରାଜନଗର,୩।୧(ଡି.ଏନ୍‌.ଏ) [780, 1118, 924, 1132]
people-shapes [216, 1291, 656, 1381]
govt-ifb-para: No. B-512:- The following changes has been made for the work i.e. "Construction of RCC retaining wall along with sand filling on the road from NH-5 to Ardalua from 10/250 km to 11/535 km in the district of Jajpur under State Plan" at Sl. No. 10 invited vide Bid Identification No. CE-DPI & R-19/2019-20 are as follows: [225, 1549, 569, 1589]
ct-para: AND WHEREAS, The Enquiry Officer in his report observed that "He is an absentee from Government duties for more than 5 years who had been remaining absent from Government duty since 25.02.2008. The law deems all absentees beyond 5 years as fit case of removal from service subject to provisions of OCS (CCA Rule 1962)". [919, 1730, 1455, 1767]
registration-block [542, 2250, 558, 2266]
cyan-mark [1195, 2252, 1207, 2264]
